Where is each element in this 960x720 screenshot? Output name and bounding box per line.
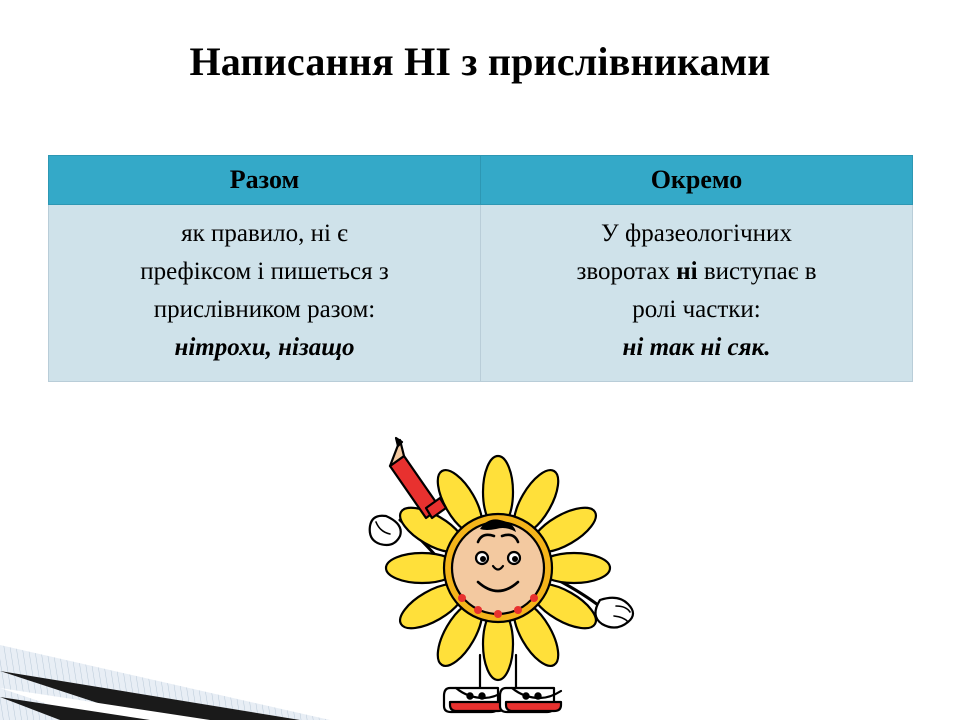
- rules-table: [48, 155, 913, 382]
- cell-separate-line-2-text: зворотах ні виступає в: [576, 258, 817, 285]
- cell-together-line-4: нітрохи, нізащо: [174, 334, 355, 361]
- column-header-together: Разом: [49, 156, 481, 205]
- page-title-emphasis: Написання НІ: [189, 39, 452, 84]
- sunflower-illustration: [330, 430, 660, 715]
- cell-separate-line-1: У фразеологічних: [601, 220, 792, 247]
- cell-separate: [481, 205, 913, 382]
- page-title-rest: з прислівниками: [451, 39, 771, 84]
- cell-together-line-1: як правило, ні є: [181, 220, 348, 247]
- table-row: [49, 205, 913, 382]
- table-header-row: [49, 156, 913, 205]
- column-header-separate: Окремо: [481, 156, 913, 205]
- cell-separate-line-4: ні так ні сяк.: [622, 334, 771, 361]
- cell-separate-line-3: ролі частки:: [632, 296, 761, 323]
- sunflower-character-icon: [330, 430, 660, 715]
- cell-together-line-3: прислівником разом:: [153, 296, 376, 323]
- cell-together-line-2: префіксом і пишеться з: [140, 258, 389, 285]
- page-title: [0, 38, 960, 85]
- cell-together: [49, 205, 481, 382]
- cell-separate-line-2: [495, 253, 898, 291]
